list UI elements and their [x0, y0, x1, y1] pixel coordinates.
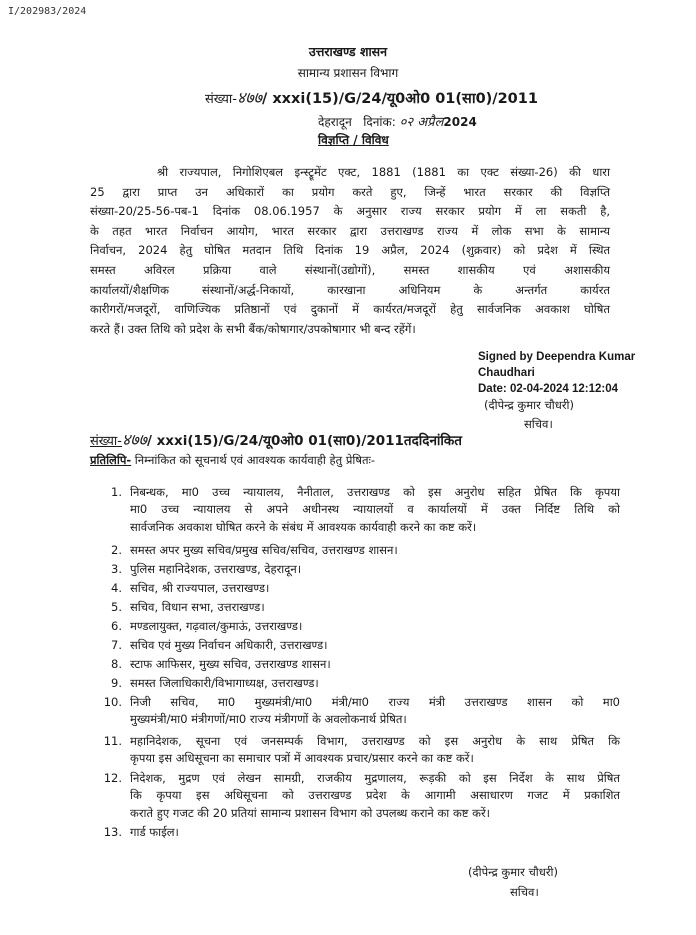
paragraph-line: निर्वाचन, 2024 हेतु घोषित मतदान तिथि दिनांक 19 अप्रैल, 2024 (शुक्रवार) को प्रदेश में स्थित: [90, 243, 610, 258]
paragraph-line: 25 द्वारा प्राप्त उन अधिकारों का प्रयोग करते हुए, जिन्हें भारत सरकार की विज्ञप्ति: [90, 184, 610, 199]
notice-title: विज्ञप्ति / विविध: [318, 133, 389, 147]
department-name: सामान्य प्रशासन विभाग: [297, 66, 399, 80]
ref-rest: / xxxi(15)/G/24/यू0ओ0 01(सा0)/2011: [261, 91, 538, 107]
recipient-list: 1. निबन्धक, मा0 उच्च न्यायालय, नैनीताल, उत्तराखण्ड को इस अनुरोध सहित प्रेषित कि कृपया मा0 उच्च न्यायालय से अपने अधीनस्थ न्यायालयों व कार्यालयों में उक्त निर्दिष्ट तिथि को सार्वजनिक अवकाश घोषित करने के संबंध में आवश्यक कार्यवाही करने का कष्ट करें। 2. समस्त अपर मुख्य सचिव/प्रमुख सचिव/सचिव, उत्तराखण्ड शासन। 3. पुलिस महानिदेशक, उत्तराखण्ड, देहरादून। 4. सचिव, श्री राज्यपाल, उत्तराखण्ड। 5. सचिव, विधान सभा, उत्तराखण्ड। 6. मण्डलायुक्त, गढ़वाल/कुमाऊं, उत्तराखण्ड। 7. सचिव एवं मुख्य निर्वाचन अधिकारी, उत्तराखण्ड। 8. स्टाफ आफिसर, मुख्य सचिव, उत्तराखण्ड शासन। 9. समस्त जिलाधिकारी/विभागाध्यक्ष, उत्तराखण्ड। 10. निजी सचिव, मा0 मुख्यमंत्री/मा0 मंत्री/मा0 राज्य मंत्री उत्तराखण्ड शासन को मा0 मुख्यमंत्री/मा0 मंत्रीगणों/मा0 राज्य मंत्रीगणों के अवलोकनार्थ प्रेषित। 11. महानिदेशक, सूचना एवं जनसम्पर्क विभाग, उत्तराखण्ड को इस अनुरोध के साथ प्रेषित कि कृपया इस अधिसूचना का समाचार पत्रों में आवश्यक प्रचार/प्रसार करने का कष्ट करें। 12. निदेशक, मुद्रण एवं लेखन सामग्री, राजकीय मुद्रणालय, रूड़की को इस निर्देश के साथ प्रेषित कि कृपया इस अधिसूचना को उत्तराखण्ड प्रदेश के आगामी असाधारण गजट में प्रकाशित कराते हुए गजट की 20 प्रतियां सामान्य प्रशासन विभाग को उपलब्ध कराने का कष्ट करें। 13. गार्ड फाईल।: [103, 485, 620, 839]
signer-surname: Chaudhari: [478, 367, 535, 379]
govt-name: उत्तराखण्ड शासन: [308, 44, 388, 59]
copy-intro-text: निम्नांकित को सूचनार्थ एवं आवश्यक कार्यवाही हेतु प्रेषितः-: [134, 453, 376, 467]
paragraph-line: समस्त अविरल प्रक्रिया वाले संस्थानों(उद्योगों), समस्त शासकीय एवं अशासकीय: [90, 262, 610, 277]
reference-number: [205, 86, 538, 108]
notice-paragraph: [90, 163, 610, 339]
date-year: 2024: [443, 115, 477, 129]
copy-label: प्रतिलिपि-: [90, 453, 132, 467]
paragraph-line: के तहत भारत निर्वाचन आयोग, भारत सरकार द्वारा उत्तराखण्ड राज्य में लोक सभा के सामान्य: [90, 223, 610, 238]
ref-handwritten-number: ४७७: [237, 88, 262, 107]
paragraph-line: श्री राज्यपाल, निगोशिएबल इन्स्ट्रूमेंट एक्ट, 1881 (1881 का एक्ट संख्या-26) की धारा: [157, 165, 610, 179]
signatory-name: (दीपेन्द्र कुमार चौधरी): [484, 398, 574, 412]
footer-signatory-name: (दीपेन्द्र कुमार चौधरी): [468, 865, 558, 879]
paragraph-line: संख्या-20/25-56-पब-1 दिनांक 08.06.1957 के अनुसार राज्य सरकार प्रयोग में ला सकती है,: [90, 204, 610, 219]
copy-ref-rest: / xxxi(15)/G/24/यू0ओ0 01(सा0)/2011तददिनांकित: [146, 433, 462, 449]
copy-ref-prefix: संख्या-: [90, 434, 122, 449]
copy-reference-number: [90, 428, 462, 450]
paragraph-line: करते हैं। उक्त तिथि को प्रदेश के सभी बैंक/कोषागार/उपकोषागार भी बन्द रहेंगें।: [90, 321, 416, 336]
ref-prefix: संख्या-: [205, 92, 237, 107]
date-handwritten: ०२ अप्रैल: [399, 115, 444, 130]
document-id: I/202983/2024: [8, 6, 87, 17]
date-label: दिनांक:: [363, 115, 396, 129]
copy-intro: [90, 453, 375, 468]
place-date: [318, 112, 477, 130]
digital-signature: [478, 349, 635, 397]
signed-by: Signed by Deependra Kumar: [478, 351, 636, 363]
signature-date: Date: 02-04-2024 12:12:04: [478, 383, 619, 395]
copy-ref-handwritten-number: ४७७: [122, 430, 147, 449]
place: देहरादून: [318, 115, 352, 129]
paragraph-line: कार्यालयों/शैक्षणिक संस्थानों/अर्द्ध-निकायों, कारखाना अधिनियम के अन्तर्गत कार्यरत: [90, 282, 610, 297]
paragraph-line: कारीगरों/मजदूरों, वाणिज्यिक प्रतिष्ठानों एवं दुकानों में कार्यरत/मजदूरों हेतु सार्वजनिक अवकाश घोषित: [90, 302, 610, 317]
footer-signatory-designation: सचिव।: [510, 885, 539, 899]
signatory-designation: सचिव।: [524, 417, 553, 431]
